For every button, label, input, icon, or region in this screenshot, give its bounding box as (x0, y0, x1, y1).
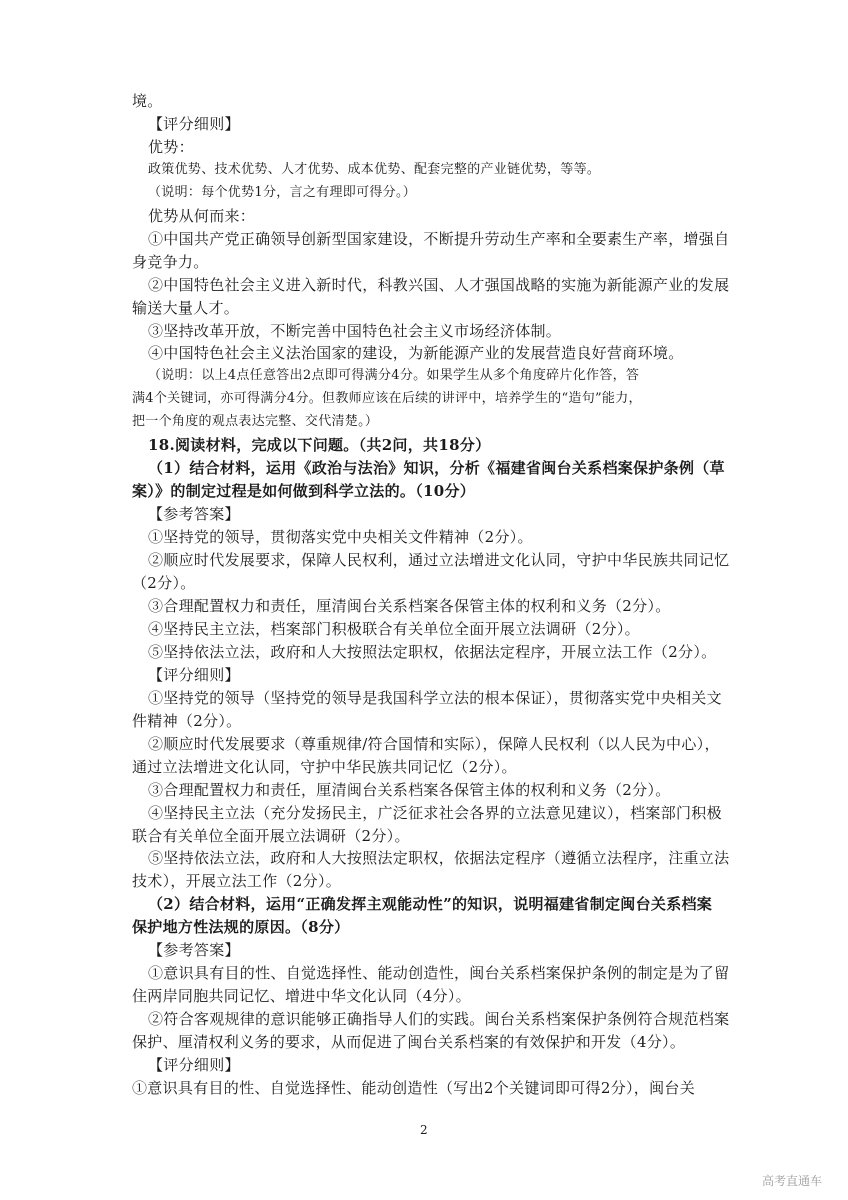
text-line: ①坚持党的领导（坚持党的领导是我国科学立法的根本保证），贯彻落实党中央相关文 (148, 688, 722, 707)
text-line: 【评分细则】 (148, 1056, 240, 1075)
text-line: 18.阅读材料，完成以下问题。（共2问，共18分） (148, 436, 491, 455)
text-line: （说明：每个优势1分，言之有理即可得分。） (148, 184, 417, 200)
text-line: 满4个关键词，亦可得满分4分。但教师应该在后续的讲评中，培养学生的“造句”能力， (132, 391, 642, 407)
watermark: 高考直通车 (762, 1174, 823, 1188)
text-line: ④坚持民主立法（充分发扬民主，广泛征求社会各界的立法意见建议），档案部门积极 (148, 803, 722, 822)
text-line: ③合理配置权力和责任，厘清闽台关系档案各保管主体的权利和义务（2分）。 (148, 596, 671, 615)
text-line: （2）结合材料，运用“正确发挥主观能动性”的知识，说明福建省制定闽台关系档案 (148, 895, 713, 914)
text-line: （1）结合材料，运用《政治与法治》知识，分析《福建省闽台关系档案保护条例（草 (148, 459, 725, 478)
text-line: ④中国特色社会主义法治国家的建设，为新能源产业的发展营造良好营商环境。 (148, 344, 684, 363)
text-line: ⑤坚持依法立法，政府和人大按照法定职权，依据法定程序，开展立法工作（2分）。 (148, 642, 717, 661)
text-line: （说明：以上4点任意答出2点即可得满分4分。如果学生从多个角度碎片化作答，答 (148, 368, 640, 384)
text-line: ③合理配置权力和责任，厘清闽台关系档案各保管主体的权利和义务（2分）。 (148, 780, 671, 799)
text-line: （2分）。 (132, 574, 196, 593)
text-line: 技术），开展立法工作（2分）。 (132, 872, 342, 891)
text-line: 【参考答案】 (148, 941, 240, 960)
text-line: 把一个角度的观点表达完整、交代清楚。） (132, 414, 379, 430)
text-line: ②顺应时代发展要求，保障人民权利，通过立法增进文化认同，守护中华民族共同记忆 (148, 551, 730, 570)
text-line: 【参考答案】 (148, 505, 240, 524)
text-line: 联合有关单位全面开展立法调研（2分）。 (132, 826, 410, 845)
text-line: ②顺应时代发展要求（尊重规律/符合国情和实际），保障人民权利（以人民为中心）， (148, 734, 720, 753)
text-line: 保护地方性法规的原因。（8分） (132, 918, 350, 937)
text-line: 境。 (132, 92, 163, 110)
text-line: 【评分细则】 (148, 665, 240, 684)
text-line: 住两岸同胞共同记忆、增进中华文化认同（4分）。 (132, 987, 471, 1006)
text-line: 优势从何而来： (148, 206, 256, 225)
text-line: ③坚持改革开放，不断完善中国特色社会主义市场经济体制。 (148, 321, 562, 340)
text-line: ②符合客观规律的意识能够正确指导人们的实践。闽台关系档案保护条例符合规范档案 (148, 1010, 730, 1029)
text-line: 身竞争力。 (132, 252, 209, 271)
text-line: ②中国特色社会主义进入新时代，科教兴国、人才强国战略的实施为新能源产业的发展 (148, 275, 730, 294)
text-line: ①坚持党的领导，贯彻落实党中央相关文件精神（2分）。 (148, 528, 533, 547)
text-line: ①意识具有目的性、自觉选择性、能动创造性，闽台关系档案保护条例的制定是为了留 (148, 964, 730, 983)
text-line: ④坚持民主立法，档案部门积极联合有关单位全面开展立法调研（2分）。 (148, 619, 640, 638)
text-line: 件精神（2分）。 (132, 711, 242, 730)
text-line: 政策优势、技术优势、人才优势、成本优势、配套完整的产业链优势，等等。 (148, 161, 601, 177)
text-line: 输送大量人才。 (132, 298, 240, 317)
text-line: 优势： (148, 137, 194, 156)
text-line: 案）》的制定过程是如何做到科学立法的。（10分） (132, 482, 476, 501)
text-line: ①中国共产党正确领导创新型国家建设，不断提升劳动生产率和全要素生产率，增强自 (148, 229, 730, 248)
page-number: 2 (420, 1123, 428, 1137)
text-line: ①意识具有目的性、自觉选择性、能动创造性（写出2个关键词即可得2分），闽台关 (132, 1079, 695, 1097)
text-line: 保护、厘清权利义务的要求，从而促进了闽台关系档案的有效保护和开发（4分）。 (132, 1033, 686, 1052)
text-line: ⑤坚持依法立法，政府和人大按照法定职权，依据法定程序（遵循立法程序，注重立法 (148, 849, 730, 868)
text-line: 【评分细则】 (148, 114, 240, 133)
text-line: 通过立法增进文化认同，守护中华民族共同记忆（2分）。 (132, 757, 517, 776)
